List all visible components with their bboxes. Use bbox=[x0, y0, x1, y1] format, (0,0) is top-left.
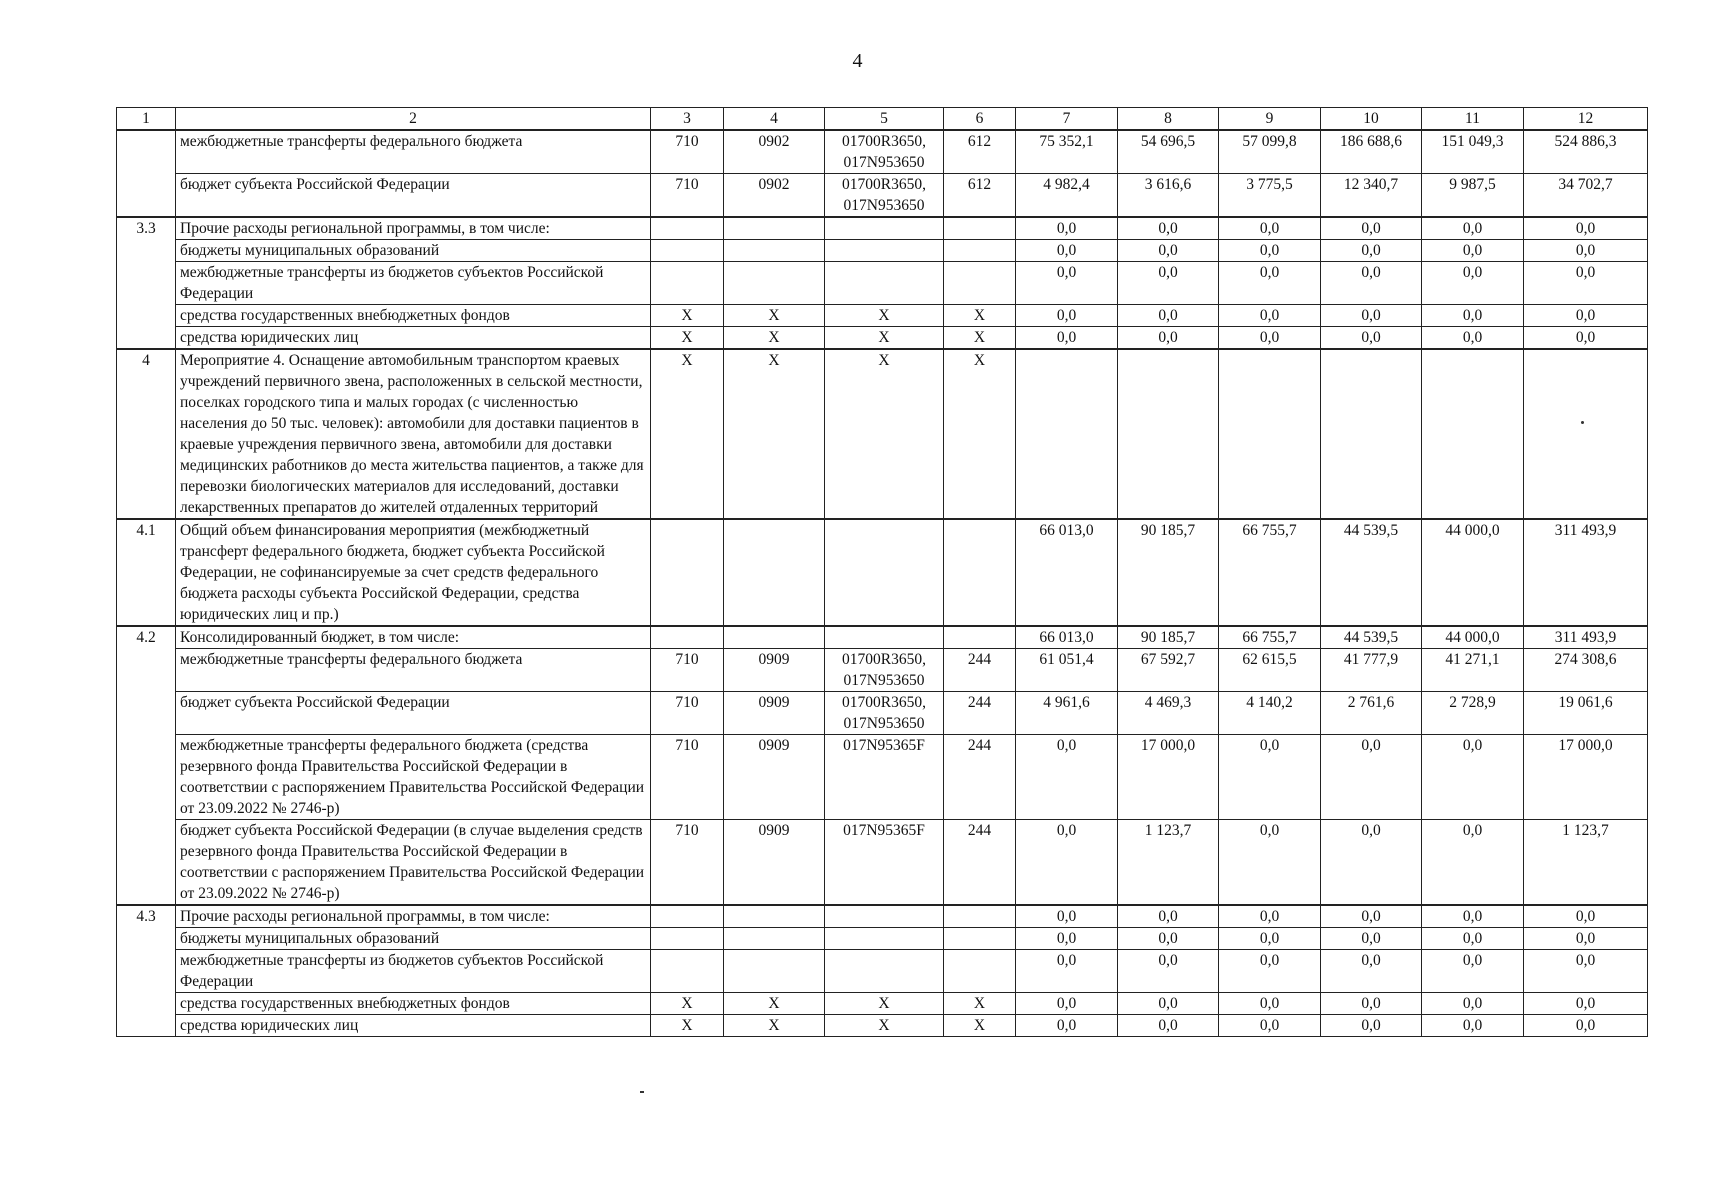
row-col5: X bbox=[825, 993, 944, 1015]
row-val7: 0,0 bbox=[1016, 993, 1118, 1015]
table-row bbox=[117, 928, 1648, 950]
row-col5: 01700R3650, 017N953650 bbox=[825, 649, 944, 692]
row-val10: 0,0 bbox=[1321, 928, 1422, 950]
row-col6: 612 bbox=[944, 130, 1016, 174]
row-col3 bbox=[651, 950, 724, 993]
row-col6: 612 bbox=[944, 174, 1016, 218]
row-val11 bbox=[1422, 349, 1524, 519]
row-name: межбюджетные трансферты из бюджетов субъектов Российской Федерации bbox=[176, 262, 651, 305]
row-number bbox=[117, 130, 176, 217]
row-col4: X bbox=[724, 327, 825, 350]
row-col4: 0909 bbox=[724, 649, 825, 692]
header-cell: 1 bbox=[117, 108, 176, 131]
row-name: средства государственных внебюджетных фондов bbox=[176, 305, 651, 327]
row-col5 bbox=[825, 240, 944, 262]
row-val8: 90 185,7 bbox=[1118, 626, 1219, 649]
row-val7: 0,0 bbox=[1016, 820, 1118, 906]
row-val7: 0,0 bbox=[1016, 262, 1118, 305]
row-col3: 710 bbox=[651, 649, 724, 692]
row-val8: 0,0 bbox=[1118, 217, 1219, 240]
row-val9: 62 615,5 bbox=[1219, 649, 1321, 692]
row-number: 4.1 bbox=[117, 519, 176, 626]
table-row bbox=[117, 735, 1648, 820]
row-name: межбюджетные трансферты федерального бюджета bbox=[176, 130, 651, 174]
row-val11: 0,0 bbox=[1422, 993, 1524, 1015]
table-row bbox=[117, 626, 1648, 649]
row-col4 bbox=[724, 928, 825, 950]
table-row bbox=[117, 262, 1648, 305]
row-val10: 0,0 bbox=[1321, 950, 1422, 993]
table-row bbox=[117, 905, 1648, 928]
row-val10: 0,0 bbox=[1321, 240, 1422, 262]
row-col6: X bbox=[944, 327, 1016, 350]
row-val12: 311 493,9 bbox=[1524, 626, 1648, 649]
row-val12: 0,0 bbox=[1524, 327, 1648, 350]
table-row bbox=[117, 174, 1648, 218]
row-val8: 0,0 bbox=[1118, 928, 1219, 950]
header-cell: 4 bbox=[724, 108, 825, 131]
table-row bbox=[117, 305, 1648, 327]
row-val7: 66 013,0 bbox=[1016, 519, 1118, 626]
row-col6: X bbox=[944, 305, 1016, 327]
row-col5 bbox=[825, 626, 944, 649]
row-val7: 0,0 bbox=[1016, 928, 1118, 950]
row-val8 bbox=[1118, 349, 1219, 519]
row-val7 bbox=[1016, 349, 1118, 519]
row-name: Мероприятие 4. Оснащение автомобильным транспортом краевых учреждений первичного звена, расположенных в сельской местности, поселках городского типа и малых городах (с численностью населения до 50 тыс. человек): автомобили для доставки пациентов в краевые учреждения первичного звена, автомобили для доставки медицинских работников до места жительства пациентов, а также для перевозки биологических материалов для исследований, доставки лекарственных препаратов до жителей отдаленных территорий bbox=[176, 349, 651, 519]
row-col6 bbox=[944, 519, 1016, 626]
row-name: Консолидированный бюджет, в том числе: bbox=[176, 626, 651, 649]
row-val8: 0,0 bbox=[1118, 262, 1219, 305]
row-val12: 19 061,6 bbox=[1524, 692, 1648, 735]
row-val8: 67 592,7 bbox=[1118, 649, 1219, 692]
row-val7: 0,0 bbox=[1016, 905, 1118, 928]
row-val10: 0,0 bbox=[1321, 305, 1422, 327]
row-val7: 66 013,0 bbox=[1016, 626, 1118, 649]
row-col3: X bbox=[651, 327, 724, 350]
row-col3: X bbox=[651, 1015, 724, 1037]
row-col3 bbox=[651, 626, 724, 649]
row-col3: 710 bbox=[651, 174, 724, 218]
row-val7: 4 982,4 bbox=[1016, 174, 1118, 218]
row-col4: 0909 bbox=[724, 692, 825, 735]
row-val7: 0,0 bbox=[1016, 240, 1118, 262]
row-val8: 3 616,6 bbox=[1118, 174, 1219, 218]
row-val10: 41 777,9 bbox=[1321, 649, 1422, 692]
row-col6: 244 bbox=[944, 735, 1016, 820]
row-name: межбюджетные трансферты федерального бюджета bbox=[176, 649, 651, 692]
row-col3: 710 bbox=[651, 820, 724, 906]
row-val9: 66 755,7 bbox=[1219, 519, 1321, 626]
row-col4 bbox=[724, 950, 825, 993]
header-cell: 9 bbox=[1219, 108, 1321, 131]
row-col6 bbox=[944, 905, 1016, 928]
row-val12: 524 886,3 bbox=[1524, 130, 1648, 174]
row-val11: 0,0 bbox=[1422, 905, 1524, 928]
row-col3 bbox=[651, 519, 724, 626]
row-col4 bbox=[724, 217, 825, 240]
row-val12: 0,0 bbox=[1524, 905, 1648, 928]
row-val12: 0,0 bbox=[1524, 217, 1648, 240]
row-val11: 0,0 bbox=[1422, 327, 1524, 350]
row-val10: 0,0 bbox=[1321, 735, 1422, 820]
row-val10: 0,0 bbox=[1321, 905, 1422, 928]
table-row bbox=[117, 519, 1648, 626]
row-col5 bbox=[825, 217, 944, 240]
row-val8: 0,0 bbox=[1118, 327, 1219, 350]
budget-table bbox=[116, 107, 1648, 1037]
row-val9 bbox=[1219, 349, 1321, 519]
row-val7: 0,0 bbox=[1016, 950, 1118, 993]
table-row bbox=[117, 1015, 1648, 1037]
row-col3 bbox=[651, 905, 724, 928]
row-val11: 0,0 bbox=[1422, 217, 1524, 240]
row-val8: 54 696,5 bbox=[1118, 130, 1219, 174]
row-val12: 0,0 bbox=[1524, 240, 1648, 262]
row-name: бюджеты муниципальных образований bbox=[176, 928, 651, 950]
row-col6: 244 bbox=[944, 692, 1016, 735]
row-val7: 4 961,6 bbox=[1016, 692, 1118, 735]
row-val9: 0,0 bbox=[1219, 217, 1321, 240]
stray-dot-mark bbox=[1581, 421, 1584, 424]
row-val8: 0,0 bbox=[1118, 1015, 1219, 1037]
row-val12: 0,0 bbox=[1524, 993, 1648, 1015]
row-name: Прочие расходы региональной программы, в том числе: bbox=[176, 217, 651, 240]
row-number: 4.2 bbox=[117, 626, 176, 905]
row-val7: 0,0 bbox=[1016, 735, 1118, 820]
row-col6 bbox=[944, 950, 1016, 993]
header-row bbox=[117, 108, 1648, 131]
row-col4: 0902 bbox=[724, 174, 825, 218]
row-val9: 0,0 bbox=[1219, 305, 1321, 327]
row-col5 bbox=[825, 262, 944, 305]
row-name: бюджет субъекта Российской Федерации bbox=[176, 174, 651, 218]
row-col3: 710 bbox=[651, 735, 724, 820]
row-val10: 0,0 bbox=[1321, 262, 1422, 305]
table-body bbox=[117, 108, 1648, 1037]
row-val12 bbox=[1524, 349, 1648, 519]
row-val8: 90 185,7 bbox=[1118, 519, 1219, 626]
row-val9: 0,0 bbox=[1219, 950, 1321, 993]
row-val9: 3 775,5 bbox=[1219, 174, 1321, 218]
row-val11: 151 049,3 bbox=[1422, 130, 1524, 174]
row-col3 bbox=[651, 262, 724, 305]
row-name: межбюджетные трансферты из бюджетов субъектов Российской Федерации bbox=[176, 950, 651, 993]
row-col3 bbox=[651, 928, 724, 950]
row-col6: X bbox=[944, 349, 1016, 519]
header-cell: 10 bbox=[1321, 108, 1422, 131]
row-name: бюджеты муниципальных образований bbox=[176, 240, 651, 262]
row-col4 bbox=[724, 905, 825, 928]
row-col4 bbox=[724, 262, 825, 305]
row-val10: 0,0 bbox=[1321, 327, 1422, 350]
row-name: Прочие расходы региональной программы, в том числе: bbox=[176, 905, 651, 928]
row-col6 bbox=[944, 262, 1016, 305]
row-val9: 0,0 bbox=[1219, 905, 1321, 928]
row-val12: 311 493,9 bbox=[1524, 519, 1648, 626]
row-name: Общий объем финансирования мероприятия (межбюджетный трансферт федерального бюджета, бюджет субъекта Российской Федерации, не софинансируемые за счет средств федерального бюджета расходы субъекта Российской Федерации, средства юридических лиц и пр.) bbox=[176, 519, 651, 626]
row-col6: 244 bbox=[944, 649, 1016, 692]
row-col5 bbox=[825, 905, 944, 928]
row-col5 bbox=[825, 928, 944, 950]
row-number: 4.3 bbox=[117, 905, 176, 1037]
row-val8: 0,0 bbox=[1118, 905, 1219, 928]
table-row bbox=[117, 217, 1648, 240]
row-col3 bbox=[651, 240, 724, 262]
row-col4: X bbox=[724, 993, 825, 1015]
row-name: средства юридических лиц bbox=[176, 327, 651, 350]
row-val10: 44 539,5 bbox=[1321, 626, 1422, 649]
row-val9: 57 099,8 bbox=[1219, 130, 1321, 174]
row-val12: 17 000,0 bbox=[1524, 735, 1648, 820]
header-cell: 3 bbox=[651, 108, 724, 131]
header-cell: 11 bbox=[1422, 108, 1524, 131]
row-val11: 44 000,0 bbox=[1422, 519, 1524, 626]
row-number: 4 bbox=[117, 349, 176, 519]
row-val11: 0,0 bbox=[1422, 735, 1524, 820]
row-val10: 186 688,6 bbox=[1321, 130, 1422, 174]
row-val11: 9 987,5 bbox=[1422, 174, 1524, 218]
page-number: 4 bbox=[852, 50, 863, 72]
row-val8: 0,0 bbox=[1118, 305, 1219, 327]
row-name: бюджет субъекта Российской Федерации bbox=[176, 692, 651, 735]
row-val12: 0,0 bbox=[1524, 1015, 1648, 1037]
row-col5: 017N95365F bbox=[825, 820, 944, 906]
row-val7: 75 352,1 bbox=[1016, 130, 1118, 174]
header-cell: 8 bbox=[1118, 108, 1219, 131]
row-val9: 0,0 bbox=[1219, 240, 1321, 262]
row-val11: 0,0 bbox=[1422, 820, 1524, 906]
row-val11: 2 728,9 bbox=[1422, 692, 1524, 735]
row-name: средства юридических лиц bbox=[176, 1015, 651, 1037]
row-val9: 0,0 bbox=[1219, 735, 1321, 820]
row-col6 bbox=[944, 240, 1016, 262]
row-val11: 41 271,1 bbox=[1422, 649, 1524, 692]
header-cell: 6 bbox=[944, 108, 1016, 131]
row-val9: 4 140,2 bbox=[1219, 692, 1321, 735]
header-cell: 12 bbox=[1524, 108, 1648, 131]
row-col5: X bbox=[825, 305, 944, 327]
header-cell: 2 bbox=[176, 108, 651, 131]
table-row bbox=[117, 649, 1648, 692]
header-cell: 5 bbox=[825, 108, 944, 131]
row-val7: 0,0 bbox=[1016, 305, 1118, 327]
row-col5: X bbox=[825, 327, 944, 350]
row-col5: X bbox=[825, 1015, 944, 1037]
row-col6 bbox=[944, 928, 1016, 950]
row-col6 bbox=[944, 626, 1016, 649]
table-row bbox=[117, 993, 1648, 1015]
table-row bbox=[117, 240, 1648, 262]
row-val9: 0,0 bbox=[1219, 327, 1321, 350]
row-val8: 1 123,7 bbox=[1118, 820, 1219, 906]
row-val8: 0,0 bbox=[1118, 950, 1219, 993]
row-val10: 0,0 bbox=[1321, 820, 1422, 906]
row-val8: 0,0 bbox=[1118, 240, 1219, 262]
row-col6: X bbox=[944, 993, 1016, 1015]
row-val9: 0,0 bbox=[1219, 262, 1321, 305]
table-row bbox=[117, 820, 1648, 906]
row-val11: 0,0 bbox=[1422, 240, 1524, 262]
row-val12: 274 308,6 bbox=[1524, 649, 1648, 692]
row-val10: 0,0 bbox=[1321, 993, 1422, 1015]
row-col3: X bbox=[651, 349, 724, 519]
row-col3: X bbox=[651, 993, 724, 1015]
row-val10 bbox=[1321, 349, 1422, 519]
row-val11: 0,0 bbox=[1422, 950, 1524, 993]
row-val10: 2 761,6 bbox=[1321, 692, 1422, 735]
row-col5: 01700R3650, 017N953650 bbox=[825, 174, 944, 218]
table-row bbox=[117, 950, 1648, 993]
row-val7: 0,0 bbox=[1016, 217, 1118, 240]
row-val7: 0,0 bbox=[1016, 327, 1118, 350]
row-number: 3.3 bbox=[117, 217, 176, 349]
row-val10: 44 539,5 bbox=[1321, 519, 1422, 626]
row-val12: 34 702,7 bbox=[1524, 174, 1648, 218]
row-val11: 44 000,0 bbox=[1422, 626, 1524, 649]
row-col6 bbox=[944, 217, 1016, 240]
row-name: средства государственных внебюджетных фондов bbox=[176, 993, 651, 1015]
row-col6: 244 bbox=[944, 820, 1016, 906]
row-val12: 0,0 bbox=[1524, 262, 1648, 305]
row-val11: 0,0 bbox=[1422, 305, 1524, 327]
row-col4 bbox=[724, 240, 825, 262]
row-col3: 710 bbox=[651, 130, 724, 174]
row-val12: 0,0 bbox=[1524, 950, 1648, 993]
row-val9: 0,0 bbox=[1219, 928, 1321, 950]
row-val7: 61 051,4 bbox=[1016, 649, 1118, 692]
table-row bbox=[117, 327, 1648, 350]
row-val12: 0,0 bbox=[1524, 305, 1648, 327]
row-col3: X bbox=[651, 305, 724, 327]
row-val8: 0,0 bbox=[1118, 993, 1219, 1015]
row-name: межбюджетные трансферты федерального бюджета (средства резервного фонда Правительства Российской Федерации в соответствии с распоряжением Правительства Российской Федерации от 23.09.2022 № 2746-р) bbox=[176, 735, 651, 820]
row-val10: 0,0 bbox=[1321, 217, 1422, 240]
row-val8: 4 469,3 bbox=[1118, 692, 1219, 735]
row-col5: X bbox=[825, 349, 944, 519]
row-name: бюджет субъекта Российской Федерации (в случае выделения средств резервного фонда Правительства Российской Федерации в соответствии с распоряжением Правительства Российской Федерации от 23.09.2022 № 2746-р) bbox=[176, 820, 651, 906]
row-col4 bbox=[724, 626, 825, 649]
row-col4: 0902 bbox=[724, 130, 825, 174]
row-val9: 66 755,7 bbox=[1219, 626, 1321, 649]
row-val11: 0,0 bbox=[1422, 1015, 1524, 1037]
row-val12: 0,0 bbox=[1524, 928, 1648, 950]
table-row bbox=[117, 130, 1648, 174]
row-val11: 0,0 bbox=[1422, 262, 1524, 305]
row-col4 bbox=[724, 519, 825, 626]
row-col5: 01700R3650, 017N953650 bbox=[825, 692, 944, 735]
stray-dash-mark bbox=[640, 1091, 644, 1093]
row-col3: 710 bbox=[651, 692, 724, 735]
row-val12: 1 123,7 bbox=[1524, 820, 1648, 906]
row-col5: 017N95365F bbox=[825, 735, 944, 820]
row-val9: 0,0 bbox=[1219, 820, 1321, 906]
row-col3 bbox=[651, 217, 724, 240]
row-col4: 0909 bbox=[724, 735, 825, 820]
row-val8: 17 000,0 bbox=[1118, 735, 1219, 820]
header-cell: 7 bbox=[1016, 108, 1118, 131]
row-col4: 0909 bbox=[724, 820, 825, 906]
table-row bbox=[117, 349, 1648, 519]
row-col4: X bbox=[724, 305, 825, 327]
row-val10: 0,0 bbox=[1321, 1015, 1422, 1037]
row-col5 bbox=[825, 519, 944, 626]
row-col4: X bbox=[724, 1015, 825, 1037]
table-row bbox=[117, 692, 1648, 735]
row-val9: 0,0 bbox=[1219, 1015, 1321, 1037]
row-col4: X bbox=[724, 349, 825, 519]
row-val10: 12 340,7 bbox=[1321, 174, 1422, 218]
row-val11: 0,0 bbox=[1422, 928, 1524, 950]
row-val7: 0,0 bbox=[1016, 1015, 1118, 1037]
row-col5: 01700R3650, 017N953650 bbox=[825, 130, 944, 174]
row-col6: X bbox=[944, 1015, 1016, 1037]
row-col5 bbox=[825, 950, 944, 993]
row-val9: 0,0 bbox=[1219, 993, 1321, 1015]
